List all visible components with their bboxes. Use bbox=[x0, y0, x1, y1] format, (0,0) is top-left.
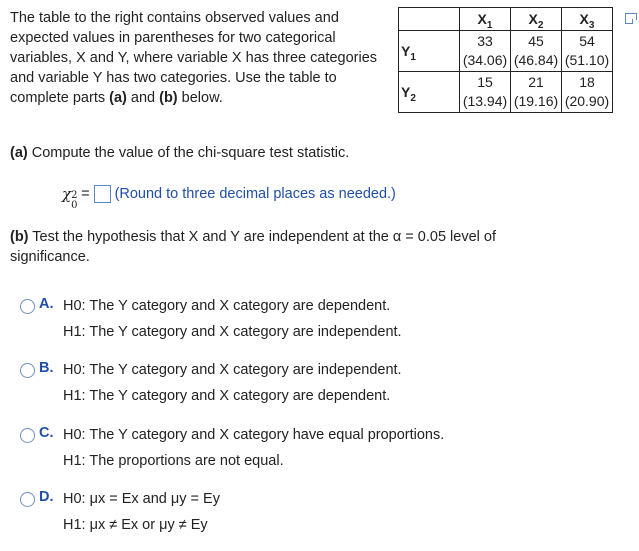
equals-sign: = bbox=[81, 186, 90, 202]
option-d-null-hypothesis: H0: μx = Ex and μy = Ey bbox=[63, 491, 220, 507]
option-b-letter: B. bbox=[39, 360, 54, 376]
chi-square-symbol: χ 2 0 bbox=[62, 185, 78, 211]
part-a-label: (a) bbox=[10, 145, 28, 161]
table-header-row bbox=[399, 8, 613, 31]
table-row-y2 bbox=[399, 72, 613, 113]
part-a-text: Compute the value of the chi-square test statistic. bbox=[27, 145, 350, 161]
option-b-null-hypothesis: H0: The Y category and X category are independent. bbox=[63, 362, 402, 378]
intro-part-b-ref: (b) bbox=[159, 90, 178, 106]
intro-text bbox=[10, 8, 395, 108]
option-c-letter: C. bbox=[39, 425, 54, 441]
expand-icon[interactable] bbox=[625, 13, 637, 20]
part-a-question bbox=[10, 145, 349, 161]
option-a-alt-hypothesis: H1: The Y category and X category are independent. bbox=[63, 324, 402, 340]
intro-end: below. bbox=[177, 90, 223, 106]
row-header-y1: $Y_1$ bbox=[399, 31, 460, 72]
option-b-radio[interactable] bbox=[20, 363, 35, 378]
chi-square-answer-line bbox=[62, 185, 396, 211]
part-b-question bbox=[10, 227, 570, 267]
table-corner-cell bbox=[399, 8, 460, 31]
option-d-radio[interactable] bbox=[20, 492, 35, 507]
row-header-y2: $Y_2$ bbox=[399, 72, 460, 113]
chi-square-answer-input[interactable] bbox=[94, 185, 111, 203]
option-d-alt-hypothesis: H1: μx ≠ Ex or μy ≠ Ey bbox=[63, 517, 208, 533]
table-cell: 54 (51.10) bbox=[562, 31, 613, 72]
option-a-letter: A. bbox=[39, 296, 54, 312]
table-cell: 33 (34.06) bbox=[460, 31, 511, 72]
option-c-null-hypothesis: H0: The Y category and X category have equal proportions. bbox=[63, 427, 445, 443]
intro-body: The table to the right contains observed values and expected values in parentheses for two categorical variables, X and Y, where variable X has three categories and variable Y has two categories. Use the table to complete parts bbox=[10, 10, 378, 106]
table-cell: 15 (13.94) bbox=[460, 72, 511, 113]
intro-part-a-ref: (a) bbox=[109, 90, 127, 106]
option-a-radio[interactable] bbox=[20, 299, 35, 314]
part-b-text: Test the hypothesis that X and Y are independent at the α = 0.05 level of significance. bbox=[10, 229, 496, 265]
option-c-alt-hypothesis: H1: The proportions are not equal. bbox=[63, 453, 284, 469]
table-cell: 45 (46.84) bbox=[511, 31, 562, 72]
contingency-table bbox=[398, 7, 613, 113]
intro-and: and bbox=[126, 90, 160, 106]
option-d-letter: D. bbox=[39, 489, 54, 505]
option-c-radio[interactable] bbox=[20, 428, 35, 443]
col-header-x2: $X_2$ bbox=[511, 8, 562, 31]
table-row-y1 bbox=[399, 31, 613, 72]
col-header-x3: $X_3$ bbox=[562, 8, 613, 31]
table-cell: 21 (19.16) bbox=[511, 72, 562, 113]
col-header-x1: $X_1$ bbox=[460, 8, 511, 31]
table-cell: 18 (20.90) bbox=[562, 72, 613, 113]
part-b-label: (b) bbox=[10, 229, 29, 245]
option-b-alt-hypothesis: H1: The Y category and X category are dependent. bbox=[63, 388, 391, 404]
rounding-hint: (Round to three decimal places as needed.) bbox=[114, 186, 396, 202]
option-a-null-hypothesis: H0: The Y category and X category are dependent. bbox=[63, 298, 391, 314]
